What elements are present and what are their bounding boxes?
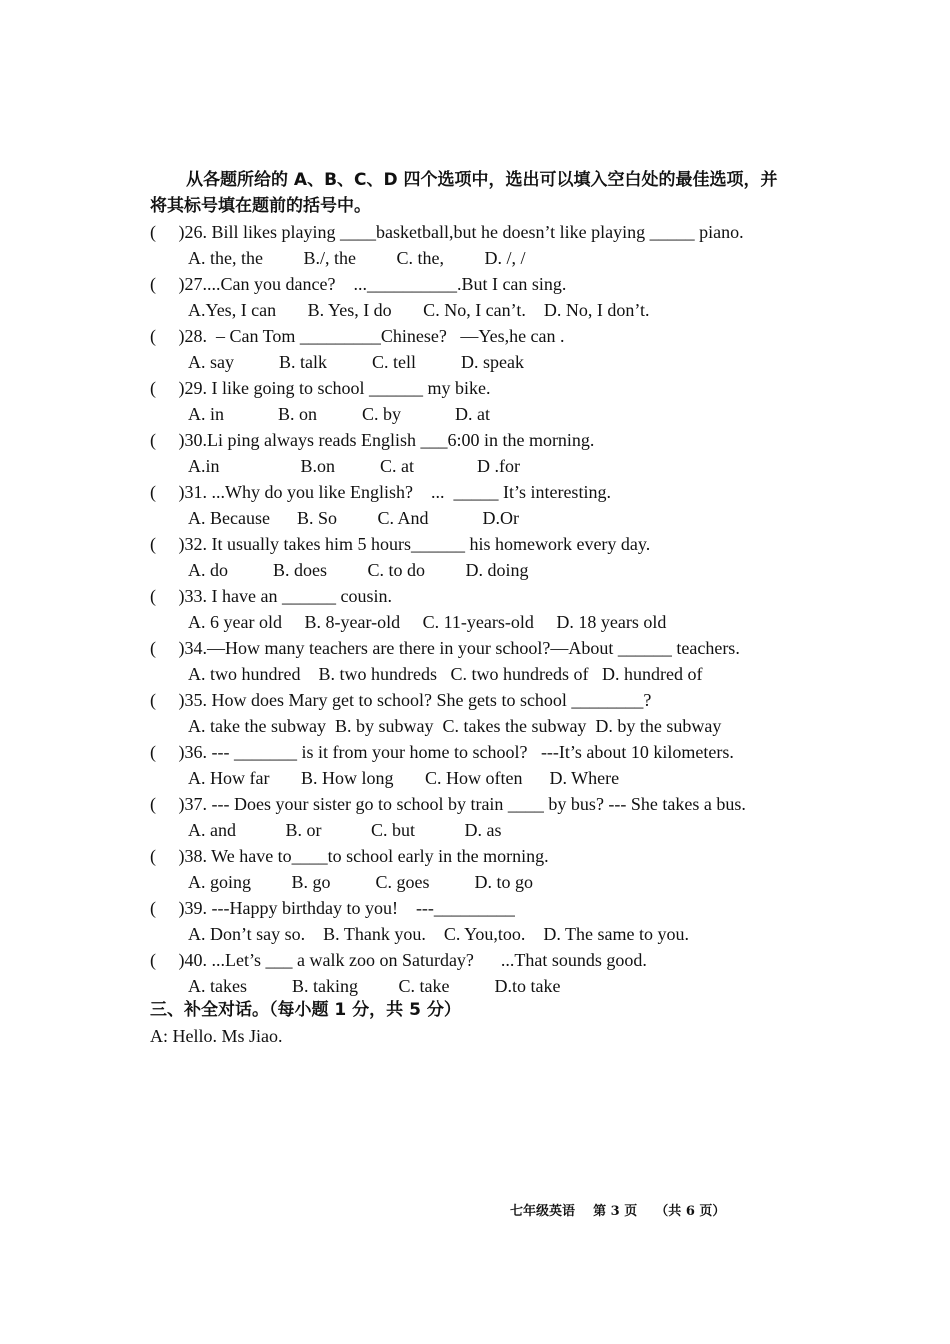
question-stem: ( )28. – Can Tom _________Chinese? —Yes,he can . [150,326,565,346]
question-options: A. two hundred B. two hundreds C. two hundreds of D. hundred of [188,664,703,684]
question-options: A. Because B. So C. And D.Or [188,508,519,528]
question-options: A. the, the B./, the C. the, D. /, / [188,248,526,268]
question-stem: ( )36. --- _______ is it from your home to school? ---It’s about 10 kilometers. [150,742,734,762]
question-options: A. say B. talk C. tell D. speak [188,352,524,372]
question-stem: ( )26. Bill likes playing ____basketball,but he doesn’t like playing _____ piano. [150,222,744,242]
question-stem: ( )38. We have to____to school early in the morning. [150,846,549,866]
question-options: A.Yes, I can B. Yes, I do C. No, I can’t. D. No, I don’t. [188,300,650,320]
question-options: A. take the subway B. by subway C. takes the subway D. by the subway [188,716,722,736]
question-options: A. do B. does C. to do D. doing [188,560,529,580]
question-options: A. in B. on C. by D. at [188,404,491,424]
question-options: A.in B.on C. at D .for [188,456,520,476]
section-title: 三、补全对话。（每小题 1 分，共 5 分） [150,1000,461,1020]
question-stem: ( )32. It usually takes him 5 hours______ his homework every day. [150,534,651,554]
instruction-line-1: 从各题所给的 A、B、C、D 四个选项中，选出可以填入空白处的最佳选项，并 [186,170,778,190]
page-footer: 七年级英语 第 3 页 （共 6 页） [510,1204,726,1219]
question-stem: ( )30.Li ping always reads English ___6:00 in the morning. [150,430,595,450]
question-stem: ( )33. I have an ______ cousin. [150,586,392,606]
question-stem: ( )35. How does Mary get to school? She gets to school ________? [150,690,652,710]
question-options: A. How far B. How long C. How often D. Where [188,768,620,788]
question-options: A. going B. go C. goes D. to go [188,872,534,892]
dialogue-line: A: Hello. Ms Jiao. [150,1026,283,1046]
question-options: A. Don’t say so. B. Thank you. C. You,too. D. The same to you. [188,924,690,944]
instruction-line-2: 将其标号填在题前的括号中。 [150,196,371,216]
question-stem: ( )27....Can you dance? ...__________.But I can sing. [150,274,567,294]
question-stem: ( )40. ...Let’s ___ a walk zoo on Saturday? ...That sounds good. [150,950,647,970]
question-stem: ( )34.—How many teachers are there in your school?—About ______ teachers. [150,638,740,658]
question-options: A. 6 year old B. 8-year-old C. 11-years-old D. 18 years old [188,612,667,632]
question-options: A. and B. or C. but D. as [188,820,502,840]
question-stem: ( )37. --- Does your sister go to school by train ____ by bus? --- She takes a bus. [150,794,746,814]
question-options: A. takes B. taking C. take D.to take [188,976,561,996]
question-stem: ( )29. I like going to school ______ my bike. [150,378,491,398]
question-stem: ( )39. ---Happy birthday to you! ---_________ [150,898,515,918]
question-stem: ( )31. ...Why do you like English? ... _____ It’s interesting. [150,482,611,502]
